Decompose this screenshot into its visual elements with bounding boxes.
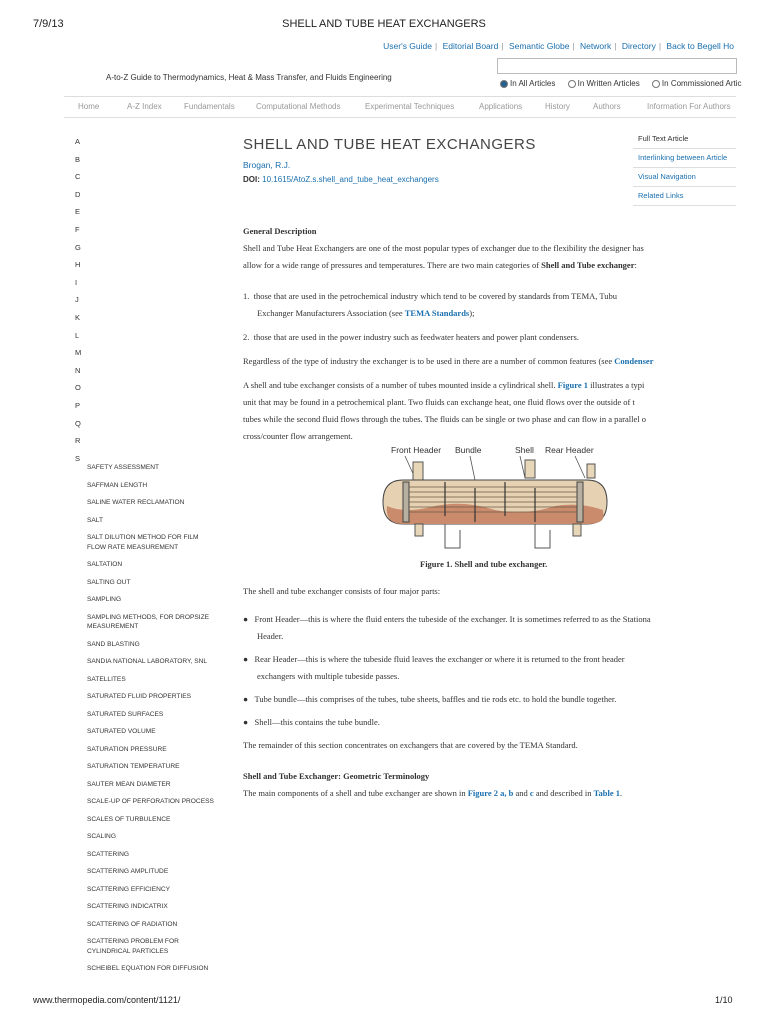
topic-link[interactable]: SAFETY ASSESSMENT	[87, 464, 160, 471]
bullet-item: ● Shell—this contains the tube bundle.	[243, 717, 380, 727]
nav-computational-methods[interactable]: Computational Methods	[256, 102, 341, 111]
topic-link[interactable]: SCALE-UP OF PERFORATION PROCESS	[87, 798, 214, 805]
top-link-semantic-globe[interactable]: Semantic Globe	[508, 41, 570, 51]
bullet-item: ● Tube bundle—this comprises of the tubes, tube sheets, baffles and tie rods etc. to hold the bundle together.	[243, 694, 617, 704]
article-body-bottom	[243, 583, 736, 802]
topic-link[interactable]: SATURATED VOLUME	[87, 728, 156, 735]
az-letter[interactable]: Q	[75, 418, 81, 428]
section-heading: General Description	[243, 226, 317, 236]
topic-link[interactable]: SAFFMAN LENGTH	[87, 481, 148, 489]
topic-link[interactable]: SCATTERING	[87, 850, 130, 858]
az-letter[interactable]: O	[75, 383, 81, 393]
article-author[interactable]: Brogan, R.J.	[243, 160, 291, 170]
bullet-item: ● Rear Header—this is where the tubeside fluid leaves the exchanger or where it is returned to the front header	[243, 654, 625, 664]
top-link-network[interactable]: Network	[580, 41, 612, 51]
top-links: User's Guide | Editorial Board | Semantic Globe | Network | Directory | Back to Begell Ho	[383, 41, 734, 51]
topic-link[interactable]: SATURATION TEMPERATURE	[87, 763, 180, 770]
side-link-visual-navigation[interactable]: Visual Navigation	[633, 168, 736, 187]
az-letter[interactable]: C	[75, 172, 81, 182]
topic-list	[87, 463, 217, 982]
nav-information-for-authors[interactable]: Information For Authors	[647, 102, 731, 111]
shell-tube-exchanger-figure	[375, 440, 615, 555]
topic-link[interactable]: SALT	[87, 516, 104, 524]
bullet-item: ● Front Header—this is where the fluid enters the tubeside of the exchanger. It is sometimes referred to as the Stationa	[243, 614, 651, 624]
nav-home[interactable]: Home	[78, 102, 100, 111]
paragraph: Regardless of the type of industry the exchanger is to be used in there are a number of common features (see Condenser	[243, 356, 654, 366]
nav-fundamentals[interactable]: Fundamentals	[184, 102, 235, 111]
az-letter[interactable]: S	[75, 453, 81, 463]
az-letter[interactable]: E	[75, 207, 81, 217]
print-title: SHELL AND TUBE HEAT EXCHANGERS	[282, 18, 486, 30]
az-letter[interactable]: B	[75, 154, 81, 164]
paragraph: tubes while the second fluid flows through the tubes. The fluids can be single or two phase and can flow in a parallel o	[243, 414, 647, 424]
az-letter[interactable]: A	[75, 137, 81, 146]
side-link-full-text[interactable]: Full Text Article	[633, 130, 736, 149]
bullet-item-cont: exchangers with multiple tubeside passes.	[257, 671, 400, 681]
az-index	[75, 137, 81, 471]
topic-link[interactable]: SCATTERING INDICATRIX	[87, 903, 168, 910]
radio-icon	[568, 80, 576, 88]
figure-caption: Figure 1. Shell and tube exchanger.	[420, 559, 548, 569]
az-letter[interactable]: H	[75, 260, 81, 270]
paragraph: cross/counter flow arrangement.	[243, 431, 353, 441]
label-rear-header: Rear Header	[545, 445, 594, 455]
topic-link[interactable]: SCALES OF TURBULENCE	[87, 815, 171, 823]
search-input[interactable]	[497, 58, 737, 74]
az-letter[interactable]: K	[75, 312, 81, 322]
search-scope	[500, 79, 752, 88]
nav-az-index[interactable]: A-Z Index	[127, 102, 162, 111]
top-link-users-guide[interactable]: User's Guide	[383, 41, 432, 51]
topic-link[interactable]: SCALING	[87, 833, 116, 840]
radio-selected-icon	[500, 80, 508, 88]
topic-link[interactable]: SALINE WATER RECLAMATION	[87, 499, 185, 506]
topic-link[interactable]: SALTING OUT	[87, 578, 131, 586]
condenser-link[interactable]: Condenser	[614, 356, 654, 366]
figure-2-link[interactable]: Figure 2 a, b	[467, 788, 514, 798]
radio-icon	[652, 80, 660, 88]
nav-applications[interactable]: Applications	[479, 102, 523, 111]
article-doi: DOI: 10.1615/AtoZ.s.shell_and_tube_heat_exchangers	[243, 175, 439, 184]
nav-history[interactable]: History	[545, 102, 570, 111]
nav-authors[interactable]: Authors	[593, 102, 621, 111]
page-url: www.thermopedia.com/content/1121/	[33, 995, 181, 1005]
topic-link[interactable]: SCATTERING OF RADIATION	[87, 920, 178, 928]
az-letter[interactable]: P	[75, 400, 81, 410]
top-link-directory[interactable]: Directory	[621, 41, 656, 51]
topic-link[interactable]: SALT DILUTION METHOD FOR FILM FLOW RATE MEASUREMENT	[87, 534, 199, 551]
article-body-top	[243, 223, 736, 445]
az-letter[interactable]: R	[75, 436, 81, 446]
list-item: 1. those that are used in the petrochemical industry which tend to be covered by standards from TEMA, Tubu	[243, 291, 617, 301]
side-link-interlinking[interactable]: Interlinking between Article	[633, 149, 736, 168]
az-letter[interactable]: G	[75, 242, 81, 252]
nav-experimental-techniques[interactable]: Experimental Techniques	[365, 102, 455, 111]
top-link-editorial-board[interactable]: Editorial Board	[442, 41, 499, 51]
topic-link[interactable]: SATURATED SURFACES	[87, 710, 164, 718]
az-letter[interactable]: N	[75, 365, 81, 375]
paragraph: The remainder of this section concentrates on exchangers that are covered by the TEMA Standard.	[243, 740, 578, 750]
page-number: 1/10	[715, 995, 733, 1005]
az-letter[interactable]: M	[75, 348, 82, 358]
scope-commissioned-articles[interactable]: In Commissioned Artic	[652, 79, 742, 88]
main-nav	[64, 96, 736, 118]
paragraph: A shell and tube exchanger consists of a number of tubes mounted inside a cylindrical shell. Figure 1 illustrates a typi	[243, 380, 645, 390]
topic-link[interactable]: SAMPLING	[87, 596, 122, 603]
label-front-header: Front Header	[391, 445, 442, 455]
topic-link[interactable]: SCATTERING PROBLEM FOR CYLINDRICAL PARTICLES	[87, 938, 179, 955]
label-bundle: Bundle	[455, 445, 482, 455]
topic-link[interactable]: SCATTERING AMPLITUDE	[87, 868, 169, 875]
topic-link[interactable]: SATURATION PRESSURE	[87, 745, 167, 753]
paragraph: unit that may be found in a petrochemical plant. Two fluids can exchange heat, one fluid flows over the outside of t	[243, 397, 635, 407]
section-heading: Shell and Tube Exchanger: Geometric Terminology	[243, 771, 430, 781]
list-item: 2. those that are used in the power industry such as feedwater heaters and power plant condensers.	[243, 332, 579, 342]
list-item-cont: Exchanger Manufacturers Association (see TEMA Standards);	[257, 308, 475, 318]
bullet-item-cont: Header.	[257, 631, 284, 641]
topic-link[interactable]: SCHEIBEL EQUATION FOR DIFFUSION	[87, 965, 209, 972]
az-letter[interactable]: I	[75, 277, 78, 287]
print-date: 7/9/13	[33, 18, 64, 30]
az-letter[interactable]: L	[75, 330, 80, 340]
paragraph: allow for a wide range of pressures and temperatures. There are two main categories of Shell and Tube exchanger:	[243, 260, 637, 270]
side-links	[633, 130, 736, 206]
site-tagline: A-to-Z Guide to Thermodynamics, Heat & Mass Transfer, and Fluids Engineering	[106, 73, 392, 82]
topic-link[interactable]: SCATTERING EFFICIENCY	[87, 885, 171, 893]
topic-link[interactable]: SAMPLING METHODS, FOR DROPSIZE MEASUREMENT	[87, 613, 209, 630]
topic-link[interactable]: SALTATION	[87, 561, 123, 568]
figure-2c-link[interactable]: c	[529, 788, 534, 798]
label-shell: Shell	[515, 445, 534, 455]
topic-link[interactable]: SATELLITES	[87, 675, 126, 683]
topic-link[interactable]: SANDIA NATIONAL LABORATORY, SNL	[87, 658, 208, 665]
scope-written-articles[interactable]: In Written Articles	[568, 79, 640, 88]
article-title: SHELL AND TUBE HEAT EXCHANGERS	[243, 136, 536, 153]
tema-standards-link[interactable]: TEMA Standards	[404, 308, 470, 318]
doi-link[interactable]: 10.1615/AtoZ.s.shell_and_tube_heat_exchangers	[262, 175, 439, 184]
topic-link[interactable]: SAND BLASTING	[87, 640, 140, 648]
scope-all-articles[interactable]: In All Articles	[500, 79, 555, 88]
figure-1-link[interactable]: Figure 1	[557, 380, 588, 390]
top-link-back-to-begell[interactable]: Back to Begell Ho	[666, 41, 734, 51]
topic-link[interactable]: SATURATED FLUID PROPERTIES	[87, 693, 192, 700]
topic-link[interactable]: SAUTER MEAN DIAMETER	[87, 780, 171, 788]
side-link-related-links[interactable]: Related Links	[633, 187, 736, 206]
paragraph: The main components of a shell and tube exchanger are shown in Figure 2 a, b and c and described in Table 1.	[243, 788, 623, 798]
table-1-link[interactable]: Table 1	[593, 788, 621, 798]
az-letter[interactable]: F	[75, 224, 80, 234]
az-letter[interactable]: D	[75, 189, 81, 199]
az-letter[interactable]: J	[75, 295, 79, 305]
paragraph: Shell and Tube Heat Exchangers are one of the most popular types of exchanger due to the flexibility the designer has	[243, 243, 644, 253]
paragraph: The shell and tube exchanger consists of four major parts:	[243, 586, 441, 596]
